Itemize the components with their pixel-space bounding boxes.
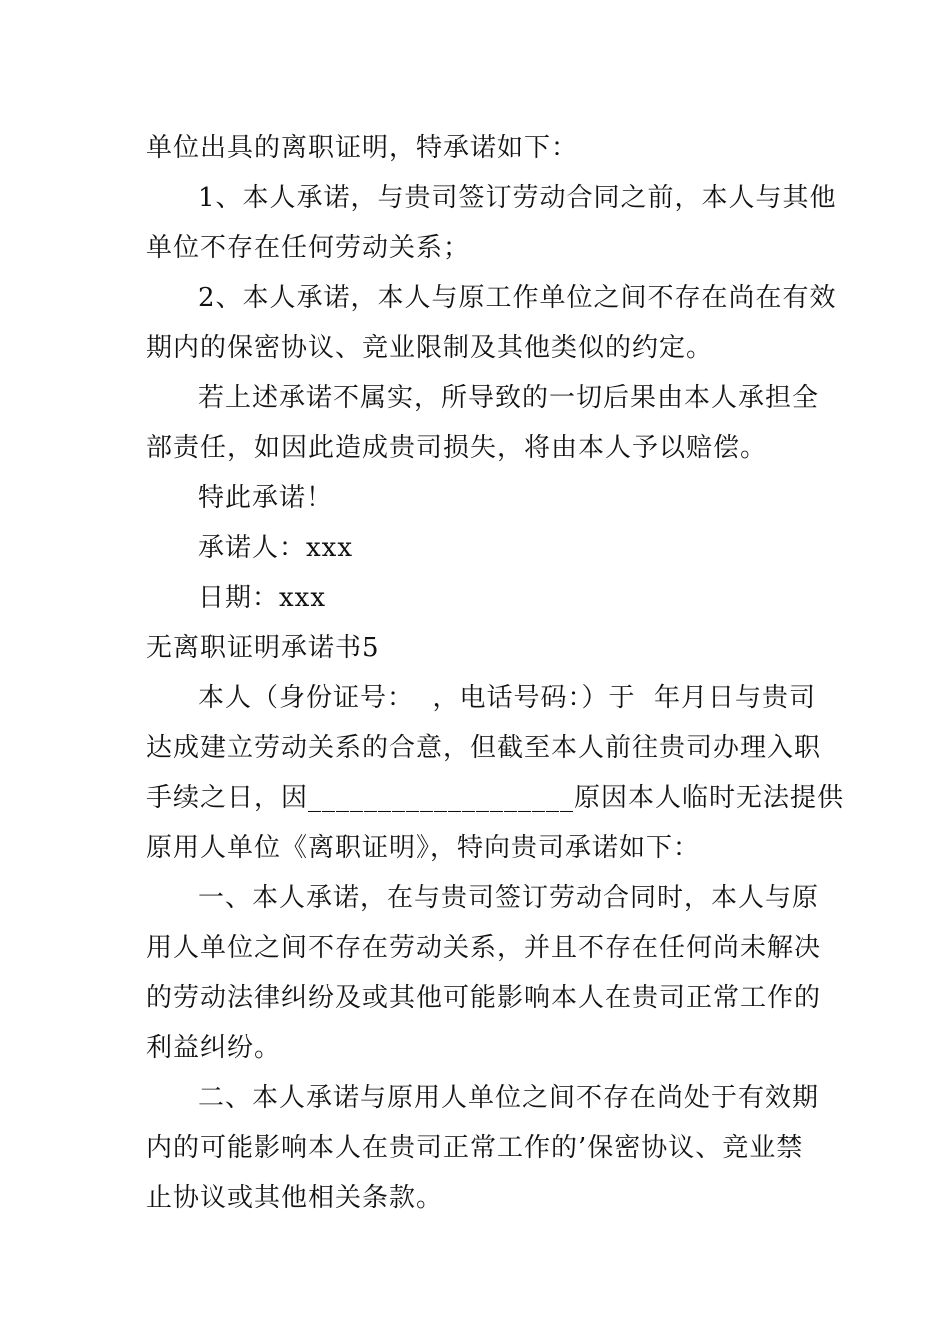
body-line: 内的可能影响本人在贵司正常工作的’保密协议、竞业禁	[146, 1133, 804, 1163]
body-line: 达成建立劳动关系的合意，但截至本人前往贵司办理入职	[146, 733, 822, 763]
body-line: 本人（身份证号： ，电话号码：）于 年月日与贵司	[198, 683, 817, 713]
body-line: 用人单位之间不存在劳动关系，并且不存在任何尚未解决	[146, 933, 822, 963]
body-line: 的劳动法律纠纷及或其他可能影响本人在贵司正常工作的	[146, 983, 822, 1013]
body-line: 利益纠纷。	[146, 1033, 282, 1063]
body-line: 原用人单位《离职证明》，特向贵司承诺如下：	[146, 833, 701, 863]
section-heading: 无离职证明承诺书5	[146, 633, 380, 663]
body-line: 期内的保密协议、竞业限制及其他类似的约定。	[146, 333, 714, 363]
body-line: 1、本人承诺，与贵司签订劳动合同之前，本人与其他	[198, 183, 837, 213]
body-line: 部责任，如因此造成贵司损失，将由本人予以赔偿。	[146, 433, 768, 463]
body-line: 二、本人承诺与原用人单位之间不存在尚处于有效期	[198, 1083, 820, 1113]
body-line: 若上述承诺不属实，所导致的一切后果由本人承担全	[198, 383, 820, 413]
body-line: 单位不存在任何劳动关系；	[146, 233, 471, 263]
date-line: 日期：xxx	[198, 583, 326, 613]
body-line: 手续之日，因___________________原因本人临时无法提供	[146, 783, 845, 813]
signatory-line: 承诺人：xxx	[198, 533, 353, 563]
closing-line: 特此承诺！	[198, 483, 334, 513]
body-line: 2、本人承诺，本人与原工作单位之间不存在尚在有效	[198, 283, 837, 313]
body-line: 止协议或其他相关条款。	[146, 1183, 444, 1213]
body-line: 一、本人承诺，在与贵司签订劳动合同时，本人与原	[198, 883, 820, 913]
body-line: 单位出具的离职证明，特承诺如下：	[146, 133, 579, 163]
